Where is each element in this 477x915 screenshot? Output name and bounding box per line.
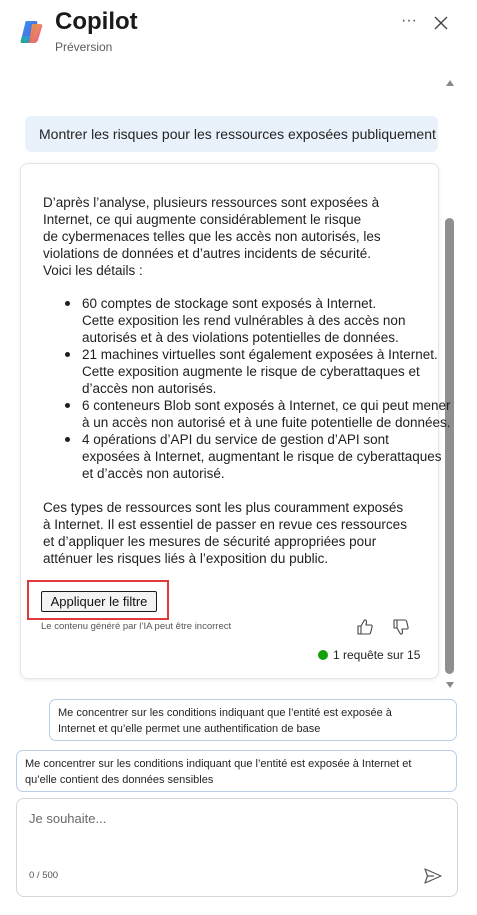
list-item (65, 397, 451, 431)
apply-filter-button[interactable]: Appliquer le filtre (41, 591, 157, 612)
text-line: Cette exposition les rend vulnérables à des accès non (82, 313, 406, 328)
more-options-button[interactable]: ··· (401, 12, 417, 29)
text-line: 60 comptes de stockage sont exposés à Internet. (82, 296, 377, 311)
status-indicator-icon (318, 650, 328, 660)
scroll-up-arrow-icon[interactable] (446, 80, 454, 86)
app-title: Copilot (55, 8, 138, 35)
text-line: Voici les détails : (43, 263, 143, 278)
text-line: et d’appliquer les mesures de sécurité appropriées pour (43, 534, 377, 549)
text-line: Cette exposition augmente le risque de cyberattaques et (82, 364, 420, 379)
text-line: violations de données et d’autres incidents de sécurité. (43, 246, 371, 261)
text-line: autorisés et à des violations potentielles de données. (82, 330, 399, 345)
suggestion-chip[interactable] (49, 699, 457, 741)
copilot-response-card (20, 163, 451, 679)
suggestion-line: Me concentrer sur les conditions indiquant que l’entité est exposée à Internet et (25, 758, 412, 770)
text-line: Ces types de ressources sont les plus couramment exposés (43, 500, 404, 515)
suggestion-line: qu’elle contient des données sensibles (25, 774, 214, 786)
text-line: 6 conteneurs Blob sont exposés à Internet, ce qui peut mener (82, 398, 451, 413)
details-list (65, 295, 451, 482)
suggestion-line: Me concentrer sur les conditions indiquant que l’entité est exposée à (58, 707, 392, 719)
character-counter: 0 / 500 (29, 870, 59, 881)
request-counter: 1 requête sur 15 (333, 648, 421, 662)
suggestion-chip[interactable] (16, 750, 457, 792)
text-line: de cybermenaces telles que les accès non autorisés, les (43, 229, 381, 244)
thumbs-up-icon[interactable] (355, 617, 375, 637)
text-line: à Internet. Il est essentiel de passer en revue ces ressources (43, 517, 407, 532)
ai-disclaimer: Le contenu généré par l’IA peut être incorrect (41, 621, 232, 632)
copilot-logo-icon (17, 18, 45, 46)
suggestion-line: Internet et qu’elle permet une authentification de base (58, 723, 321, 735)
text-line: 4 opérations d’API du service de gestion d’API sont (82, 432, 389, 447)
text-line: et d’accès non autorisé. (82, 466, 225, 481)
list-item (65, 295, 451, 346)
send-icon[interactable] (422, 865, 444, 887)
response-conclusion (43, 499, 407, 567)
text-line: exposées à Internet, augmentant le risque de cyberattaques (82, 449, 442, 464)
composer (16, 798, 458, 897)
panel-header (0, 0, 477, 64)
prompt-input[interactable] (29, 811, 439, 861)
list-item (65, 346, 451, 397)
list-item (65, 431, 451, 482)
preview-label: Préversion (55, 40, 113, 54)
scroll-down-arrow-icon[interactable] (446, 682, 454, 688)
text-line: 21 machines virtuelles sont également exposées à Internet. (82, 347, 438, 362)
text-line: Internet, ce qui augmente considérablement le risque (43, 212, 362, 227)
user-message-bubble: Montrer les risques pour les ressources exposées publiquement (25, 116, 438, 152)
close-icon[interactable] (430, 12, 452, 34)
thumbs-down-icon[interactable] (391, 617, 411, 637)
text-line: d’accès non autorisés. (82, 381, 217, 396)
text-line: à un accès non autorisé et à une fuite potentielle de données. (82, 415, 451, 430)
text-line: atténuer les risques liés à l’exposition du public. (43, 551, 329, 566)
response-intro (43, 194, 381, 279)
text-line: D’après l’analyse, plusieurs ressources sont exposées à (43, 195, 380, 210)
